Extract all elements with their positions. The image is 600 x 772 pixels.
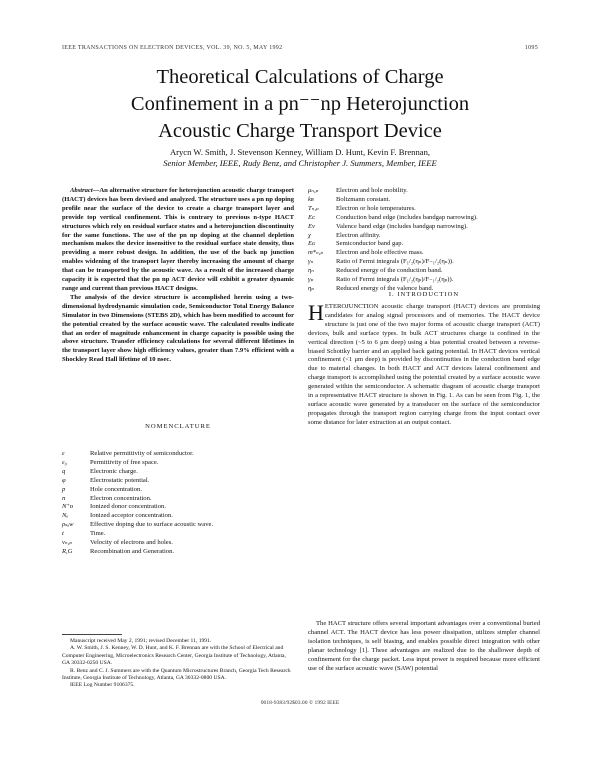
nomenclature-symbol: t bbox=[62, 530, 64, 538]
nomenclature-heading: NOMENCLATURE bbox=[145, 423, 211, 430]
title-line-1: Theoretical Calculations of Charge bbox=[156, 66, 444, 88]
nomenclature-list-left bbox=[62, 450, 294, 557]
nomenclature-row bbox=[308, 249, 540, 258]
nomenclature-description: Boltzmann constant. bbox=[336, 195, 391, 203]
running-header: IEEE TRANSACTIONS ON ELECTRON DEVICES, VOL. 39, NO. 5, MAY 1992 bbox=[62, 45, 283, 51]
intro-text-1: ETEROJUNCTION acoustic charge transport (HACT) devices are promising candidates for analog signal processors and of memories. The HACT device structure is just one of the two major forms of acoustic charge transport (ACT) devices, bulk and surface types. In bulk ACT structures charge is confined in the vertical direction (~5 to 6 μm deep) using a bias potential created between a reverse-biased Schottky barrier and an applied back gating potential. In HACT devices vertical confinement (<1 μm deep) is provided by discontinuities in the conduction band edge due to material changes. In both HACT and ACT devices lateral confinement and charge transport is accomplished using the potential created by a surface acoustic wave generated within the semiconductor. A schematic diagram of acoustic charge transport in a representative HACT structure is shown in Fig. 1. As can be seen from Fig. 1, the surface acoustic wave generated by a transducer on the surface of the semiconductor propagates through the transport region carrying charge from the input contact over some distance for later extraction at an output contact. bbox=[308, 303, 540, 426]
nomenclature-row bbox=[308, 232, 540, 241]
nomenclature-row bbox=[62, 521, 294, 530]
authors-line-1: Arycn W. Smith, J. Stevenson Kenney, William D. Hunt, Kevin F. Brennan, bbox=[169, 147, 431, 157]
abstract-text-2: The analysis of the device structure is accomplished herein using a two-dimensional hydrodynamic simulation code, Semiconductor Total Energy Balance Simulator in two Dimensions (STEBS 2D), which has been modified to account for the potential created by the surface acoustic wave. The calculated results indicate that an order of magnitude enhancement in charge capacity is possible using the above structure. Transfer efficiency calculations for several different lifetimes in the transport layer show high efficiency values, greater than 7.9% efficient with a Shockley Read Hall lifetime of 10 nsec. bbox=[62, 293, 294, 364]
nomenclature-symbol: p bbox=[62, 485, 66, 493]
nomenclature-description: Ionized acceptor concentration. bbox=[90, 512, 173, 520]
nomenclature-description: Electron or hole temperatures. bbox=[336, 204, 416, 212]
nomenclature-description: Valence band edge (includes bandgap narrowing). bbox=[336, 222, 468, 230]
footnote bbox=[62, 638, 294, 690]
nomenclature-description: Ratio of Fermi integrals (F₁/₂(ηₙ)/F₋₁/₂(ηₙ)). bbox=[336, 258, 454, 266]
author-list bbox=[80, 147, 520, 169]
nomenclature-row bbox=[62, 548, 294, 557]
abstract bbox=[62, 187, 294, 365]
nomenclature-row bbox=[308, 276, 540, 285]
title-line-2: Confinement in a pn⁻⁻np Heterojunction bbox=[130, 93, 470, 115]
nomenclature-description: Relative permittivity of semiconductor. bbox=[90, 450, 194, 457]
nomenclature-symbol: vₙ,ₚ bbox=[62, 539, 72, 547]
section-heading-introduction: I. INTRODUCTION bbox=[388, 291, 460, 298]
nomenclature-row bbox=[308, 240, 540, 249]
nomenclature-row bbox=[308, 214, 540, 223]
authors-line-2: Senior Member, IEEE, Rudy Benz, and Christopher J. Summers, Member, IEEE bbox=[163, 158, 437, 168]
footnote-line: Manuscript received May 2, 1991; revised December 11, 1991. bbox=[70, 638, 212, 644]
nomenclature-description: Reduced energy of the conduction band. bbox=[336, 267, 443, 275]
nomenclature-description: Velocity of electrons and holes. bbox=[90, 539, 173, 547]
nomenclature-symbol: ε bbox=[62, 450, 65, 457]
abstract-text: An alternative structure for heterojunction acoustic charge transport (HACT) devices has been devised and analyzed. The structure uses a pn np doping profile near the surface of the device to create a charge transport layer and provide top vertical confinement. This is contrary to previous n-type HACT structures which rely on residual surface states and a heterojunction discontinuity for the same functions. The use of the pn np doping at the channel depletion mechanism makes the device insensitive to the residual surface state density, thus providing a more robust design. In addition, the use of the back np junction enables widening of the transport layer thereby increasing the amount of charge that can be transported by the acoustic wave. As a result of the increased charge capacity it is expected that the pn np ACT device will exhibit a greater dynamic range and current than previous HACT designs. bbox=[62, 187, 294, 292]
nomenclature-symbol: ε₀ bbox=[62, 458, 67, 466]
nomenclature-symbol: Nₐ bbox=[62, 512, 69, 520]
nomenclature-description: Effective doping due to surface acoustic wave. bbox=[90, 521, 214, 529]
nomenclature-symbol: R,G bbox=[62, 547, 73, 555]
page-number: 1095 bbox=[524, 45, 538, 51]
nomenclature-symbol: kʙ bbox=[308, 195, 314, 203]
nomenclature-description: Conduction band edge (includes bandgap narrowing). bbox=[336, 213, 478, 221]
nomenclature-list-right bbox=[308, 187, 540, 294]
nomenclature-symbol: q bbox=[62, 467, 66, 475]
nomenclature-symbol: Eᴄ bbox=[308, 213, 316, 221]
nomenclature-description: Hole concentration. bbox=[90, 485, 142, 493]
nomenclature-symbol: m*ₙ,ₚ bbox=[308, 249, 324, 257]
nomenclature-description: Electronic charge. bbox=[90, 467, 138, 475]
introduction-paragraph-2 bbox=[308, 620, 540, 673]
nomenclature-row bbox=[308, 223, 540, 232]
nomenclature-description: Semiconductor band gap. bbox=[336, 240, 404, 248]
nomenclature-symbol: γₚ bbox=[308, 276, 314, 284]
abstract-lead: Abstract— bbox=[70, 187, 100, 194]
nomenclature-symbol: Tₙ,ₚ bbox=[308, 204, 319, 212]
nomenclature-row bbox=[62, 477, 294, 486]
nomenclature-symbol: ρₛₐᴡ bbox=[62, 521, 74, 529]
nomenclature-description: Permittivity of free space. bbox=[90, 458, 159, 466]
nomenclature-row bbox=[62, 512, 294, 521]
nomenclature-symbol: ηₙ bbox=[308, 267, 314, 275]
nomenclature-symbol: χ bbox=[308, 231, 311, 239]
nomenclature-symbol: φ bbox=[62, 476, 66, 484]
copyright-footer: 0018-9383/92$03.00 © 1992 IEEE bbox=[260, 700, 340, 706]
nomenclature-description: Ionized donor concentration. bbox=[90, 503, 166, 511]
footnote-line: A. W. Smith, J. S. Kenney, W. D. Hunt, and K. F. Brennan are with the School of Electrical and Computer Engineering, Microelectronics Research Center, Georgia Institute of Technology, Atlanta, GA 30332-0250 USA. bbox=[62, 645, 286, 667]
footnote-line: IEEE Log Number 9106375. bbox=[70, 682, 135, 689]
nomenclature-description: Reduced energy of the valence band. bbox=[336, 284, 434, 292]
nomenclature-row bbox=[62, 495, 294, 504]
footnote-line: R. Benz and C. J. Summers are with the Quantum Microstructures Branch, Georgia Tech Research Institute, Georgia Institute of Technology, Atlanta, GA 30332-0800 USA. bbox=[62, 667, 291, 682]
nomenclature-description: Recombination and Generation. bbox=[90, 547, 175, 555]
nomenclature-symbol: μₙ,ₚ bbox=[308, 187, 319, 194]
nomenclature-row bbox=[308, 205, 540, 214]
nomenclature-symbol: n bbox=[62, 494, 66, 502]
nomenclature-row bbox=[62, 539, 294, 548]
nomenclature-row bbox=[62, 530, 294, 539]
nomenclature-row bbox=[62, 459, 294, 468]
nomenclature-description: Electron concentration. bbox=[90, 494, 152, 502]
footnote-rule bbox=[62, 634, 122, 635]
drop-cap: H bbox=[308, 300, 324, 325]
nomenclature-symbol: N⁺ᴅ bbox=[62, 503, 74, 511]
intro-text-2: The HACT structure offers several important advantages over a conventional buried channel ACT. The HACT device has less power dissipation, utilizes simpler channel isolation techniques, is self biasing, and enables possible direct integration with other planar technology [1]. These advantages are realized due to the shallower depth of confinement for the charge packet. Less input power is required because more efficient use of the surface acoustic wave (SAW) potential bbox=[308, 620, 540, 672]
nomenclature-row bbox=[62, 503, 294, 512]
nomenclature-row bbox=[308, 258, 540, 267]
nomenclature-description: Electrostatic potential. bbox=[90, 476, 150, 484]
nomenclature-symbol: Eɢ bbox=[308, 240, 316, 248]
nomenclature-description: Electron and hole effective mass. bbox=[336, 249, 424, 257]
nomenclature-row bbox=[308, 196, 540, 205]
nomenclature-row bbox=[62, 450, 294, 459]
introduction-paragraph-1 bbox=[308, 300, 540, 428]
paper-title bbox=[0, 64, 600, 145]
nomenclature-row bbox=[308, 267, 540, 276]
nomenclature-row bbox=[62, 486, 294, 495]
nomenclature-description: Time. bbox=[90, 530, 106, 538]
nomenclature-description: Electron and hole mobility. bbox=[336, 187, 408, 194]
nomenclature-description: Electron affinity. bbox=[336, 231, 381, 239]
nomenclature-description: Ratio of Fermi integrals (F₁/₂(ηₚ)/F₋₁/₂(ηₚ)). bbox=[336, 276, 454, 284]
nomenclature-row bbox=[308, 187, 540, 196]
nomenclature-symbol: Eᴠ bbox=[308, 222, 315, 230]
nomenclature-row bbox=[62, 468, 294, 477]
title-line-3: Acoustic Charge Transport Device bbox=[158, 120, 442, 142]
nomenclature-symbol: ηₚ bbox=[308, 284, 314, 292]
nomenclature-symbol: γₙ bbox=[308, 258, 314, 266]
